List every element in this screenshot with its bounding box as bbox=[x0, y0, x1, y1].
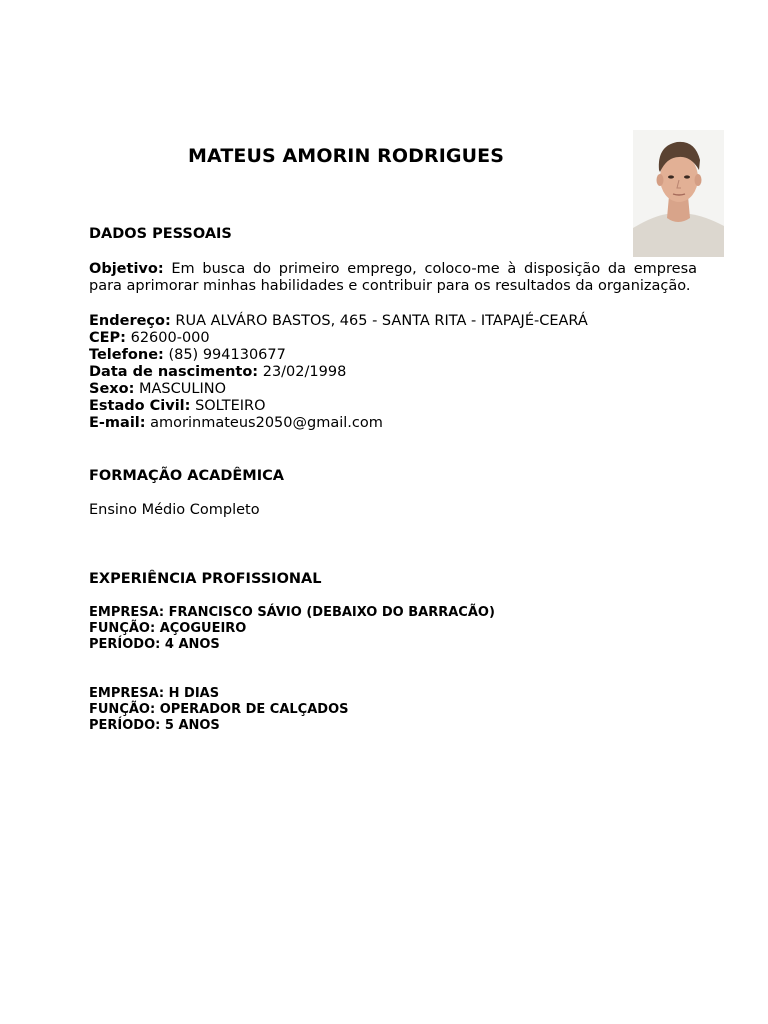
job-periodo: PERÍODO: 4 ANOS bbox=[89, 637, 220, 652]
field-label: Endereço: bbox=[89, 313, 171, 329]
field-value: 23/02/1998 bbox=[262, 364, 347, 380]
field-cep bbox=[89, 330, 697, 347]
section-dados-pessoais: DADOS PESSOAIS bbox=[89, 226, 232, 242]
personal-fields bbox=[89, 313, 697, 432]
objective-text: Em busca do primeiro emprego, coloco-me à disposição da empresa para aprimorar minhas habilidades e contribuir para os resultados da organização. bbox=[89, 261, 698, 294]
objective-label: Objetivo: bbox=[89, 261, 164, 277]
field-telefone bbox=[89, 347, 697, 364]
field-estado-civil bbox=[89, 398, 697, 415]
field-label: Data de nascimento: bbox=[89, 364, 259, 380]
job-empresa: EMPRESA: H DIAS bbox=[89, 686, 220, 701]
resume-name: MATEUS AMORIN RODRIGUES bbox=[188, 145, 505, 167]
field-value: SOLTEIRO bbox=[195, 398, 266, 414]
field-value: MASCULINO bbox=[139, 381, 226, 397]
job-entry bbox=[89, 686, 349, 734]
field-label: Sexo: bbox=[89, 381, 135, 397]
field-label: Estado Civil: bbox=[89, 398, 191, 414]
field-value: 62600-000 bbox=[130, 330, 210, 346]
field-label: Telefone: bbox=[89, 347, 164, 363]
field-value: amorinmateus2050@gmail.com bbox=[150, 415, 383, 431]
section-experiencia-profissional: EXPERIÊNCIA PROFISSIONAL bbox=[89, 571, 322, 587]
field-endereco bbox=[89, 313, 697, 330]
field-email bbox=[89, 415, 697, 432]
job-entry bbox=[89, 605, 495, 653]
field-value: RUA ALVÁRO BASTOS, 465 - SANTA RITA - ITAPAJÉ-CEARÁ bbox=[175, 313, 588, 329]
field-sexo bbox=[89, 381, 697, 398]
profile-photo bbox=[633, 130, 724, 257]
field-data-nascimento bbox=[89, 364, 697, 381]
job-periodo: PERÍODO: 5 ANOS bbox=[89, 718, 220, 733]
job-funcao: FUNÇÃO: AÇOGUEIRO bbox=[89, 621, 247, 636]
job-funcao: FUNÇÃO: OPERADOR DE CALÇADOS bbox=[89, 702, 349, 717]
section-formacao-academica: FORMAÇÃO ACADÊMICA bbox=[89, 468, 284, 484]
job-empresa: EMPRESA: FRANCISCO SÁVIO (DEBAIXO DO BARRACÃO) bbox=[89, 605, 495, 620]
objective-paragraph bbox=[89, 261, 697, 295]
formacao-item: Ensino Médio Completo bbox=[89, 502, 260, 518]
field-label: E-mail: bbox=[89, 415, 146, 431]
field-value: (85) 994130677 bbox=[168, 347, 286, 363]
field-label: CEP: bbox=[89, 330, 126, 346]
